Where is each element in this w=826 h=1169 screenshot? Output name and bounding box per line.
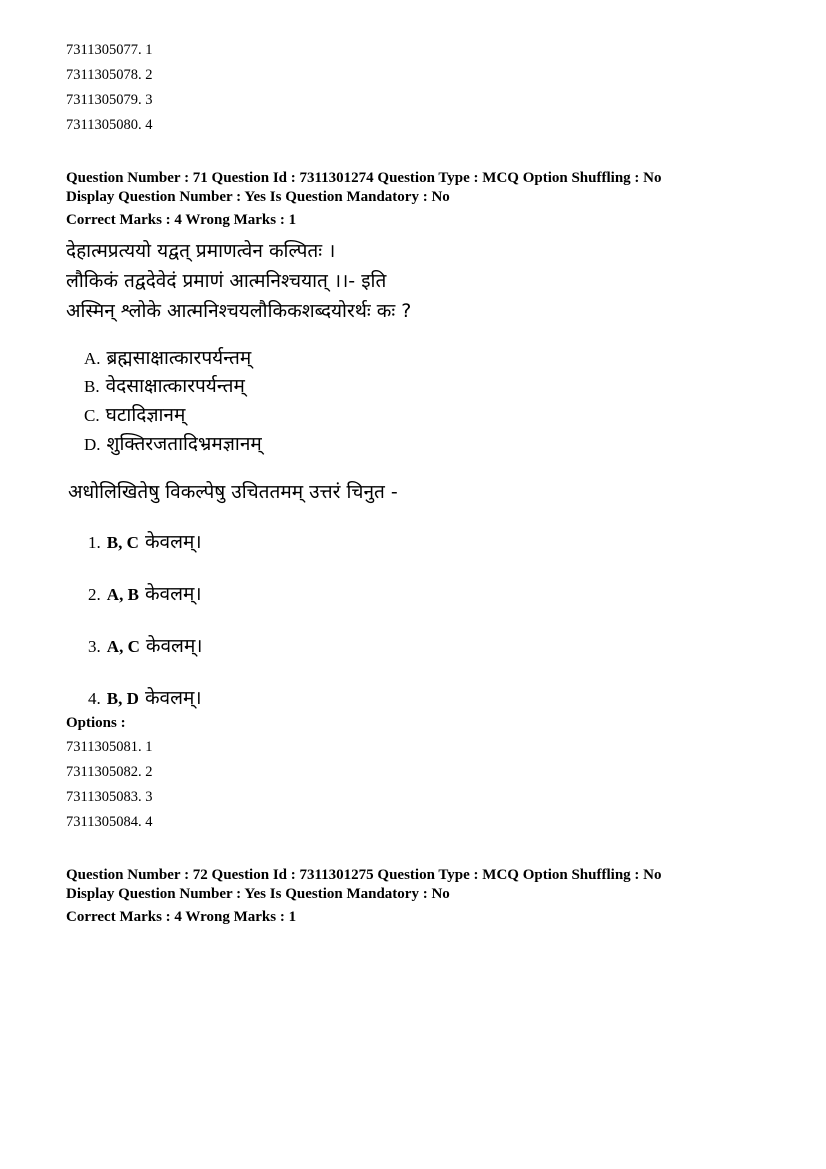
q71-choice-d <box>84 430 262 456</box>
answer-options: B, C <box>106 533 139 552</box>
q71-meta-line-1: Question Number : 71 Question Id : 7311301274 Question Type : MCQ Option Shuffling : No <box>66 170 662 186</box>
option-value: 3 <box>145 789 153 805</box>
choice-text: शुक्तिरजतादिभ्रमज्ञानम् <box>106 433 262 455</box>
answer-suffix: केवलम्। <box>144 531 202 553</box>
option-value: 1 <box>145 42 153 58</box>
prev-option-2 <box>66 67 152 84</box>
option-id: 7311305079. <box>66 92 142 108</box>
option-value: 3 <box>145 92 153 108</box>
answer-suffix: केवलम्। <box>144 583 202 605</box>
prev-option-1 <box>66 42 152 59</box>
q71-option-3 <box>66 789 152 806</box>
q71-option-2 <box>66 764 152 781</box>
q72-meta-line-1: Question Number : 72 Question Id : 7311301275 Question Type : MCQ Option Shuffling : No <box>66 867 662 883</box>
answer-options: A, B <box>106 585 139 604</box>
option-id: 7311305083. <box>66 789 142 805</box>
choice-letter: C. <box>84 406 100 425</box>
choice-text: ब्रह्मसाक्षात्कारपर्यन्तम् <box>106 347 252 369</box>
choice-letter: A. <box>84 349 101 368</box>
q71-meta-line-2: Display Question Number : Yes Is Question Mandatory : No <box>66 189 450 205</box>
option-id: 7311305082. <box>66 764 142 780</box>
q71-choice-c <box>84 401 185 427</box>
q71-option-4 <box>66 814 152 831</box>
q71-meta-line-3: Correct Marks : 4 Wrong Marks : 1 <box>66 212 297 228</box>
choice-text: वेदसाक्षात्कारपर्यन्तम् <box>105 375 245 397</box>
q71-verse-line-3: अस्मिन् श्लोके आत्मनिश्चयलौकिकशब्दयोरर्थः कः ? <box>66 300 412 322</box>
choice-text: घटादिज्ञानम् <box>105 404 186 426</box>
choice-letter: B. <box>84 377 100 396</box>
answer-suffix: केवलम्। <box>144 687 202 709</box>
q71-instruction: अधोलिखितेषु विकल्पेषु उचिततमम् उत्तरं चिनुत - <box>68 481 398 503</box>
answer-number: 2. <box>88 585 101 604</box>
q71-answer-2 <box>88 580 202 606</box>
q71-answer-1 <box>88 528 202 554</box>
answer-options: B, D <box>106 689 139 708</box>
q71-options-label: Options : <box>66 715 126 731</box>
q71-verse-line-2: लौकिकं तद्वदेवेदं प्रमाणं आत्मनिश्चयात् ।।- इति <box>66 270 387 292</box>
option-id: 7311305080. <box>66 117 142 133</box>
option-value: 2 <box>145 764 153 780</box>
option-value: 2 <box>145 67 153 83</box>
q71-answer-3 <box>88 632 203 658</box>
q71-choice-b <box>84 372 245 398</box>
option-id: 7311305078. <box>66 67 142 83</box>
q72-meta-line-3: Correct Marks : 4 Wrong Marks : 1 <box>66 909 297 925</box>
answer-number: 4. <box>88 689 101 708</box>
q71-choice-a <box>84 344 251 370</box>
q71-answer-4 <box>88 684 202 710</box>
q71-option-1 <box>66 739 152 756</box>
option-value: 4 <box>145 117 153 133</box>
q71-verse-line-1: देहात्मप्रत्ययो यद्वत् प्रमाणत्वेन कल्पितः । <box>66 240 336 262</box>
answer-number: 1. <box>88 533 101 552</box>
answer-number: 3. <box>88 637 101 656</box>
option-id: 7311305077. <box>66 42 142 58</box>
answer-suffix: केवलम्। <box>145 635 203 657</box>
prev-option-4 <box>66 117 152 134</box>
prev-option-3 <box>66 92 152 109</box>
option-value: 1 <box>145 739 153 755</box>
choice-letter: D. <box>84 435 101 454</box>
answer-options: A, C <box>106 637 140 656</box>
option-value: 4 <box>145 814 153 830</box>
option-id: 7311305081. <box>66 739 142 755</box>
option-id: 7311305084. <box>66 814 142 830</box>
q72-meta-line-2: Display Question Number : Yes Is Question Mandatory : No <box>66 886 450 902</box>
